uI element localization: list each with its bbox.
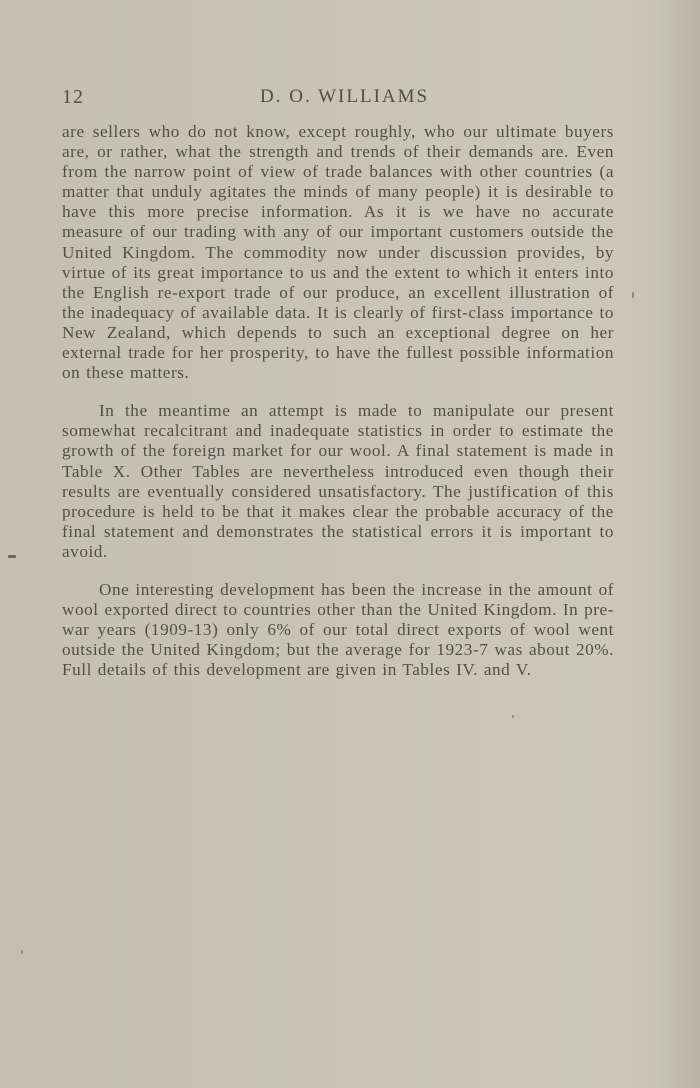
paper-speck [512, 715, 514, 718]
margin-mark [8, 555, 16, 558]
paragraph-2: In the meantime an attempt is made to manipulate our present somewhat recalcitrant and inadequate statistics in order to estimate the growth of the foreign market for our wool. A final statement is made in Table X. Other Tables are nevertheless introduced even though their results are eventually considered unsatisfactory. The justification of this procedure is held to be that it makes clear the probable accuracy of the final statement and demonstrates the statistical errors it is important to avoid. [62, 401, 614, 561]
body-text [62, 122, 614, 680]
page-edge-shadow [660, 0, 700, 1088]
page-number: 12 [62, 86, 84, 108]
paper-speck [632, 292, 634, 298]
paper-speck [21, 950, 23, 954]
paragraph-3: One interesting development has been the increase in the amount of wool exported direct to countries other than the United Kingdom. In pre-war years (1909-13) only 6% of our total direct exports of wool went outside the United Kingdom; but the average for 1923-7 was about 20%. Full details of this development are given in Tables IV. and V. [62, 579, 614, 680]
running-head: D. O. WILLIAMS [260, 86, 430, 107]
page-header [62, 86, 614, 116]
paragraph-1: are sellers who do not know, except roughly, who our ultimate buyers are, or rather, what the strength and trends of their demands are. Even from the narrow point of view of trade balances with other countries (a matter that unduly agitates the minds of many people) it is desirable to have this more precise information. As it is we have no accurate measure of our trading with any of our important customers outside the United Kingdom. The commodity now under discussion provides, by virtue of its great importance to us and the extent to which it enters into the English re-export trade of our produce, an excellent illustration of the inadequacy of available data. It is clearly of first-class importance to New Zealand, which depends to such an exceptional degree on her external trade for her prosperity, to have the fullest possible information on these matters. [62, 122, 614, 383]
